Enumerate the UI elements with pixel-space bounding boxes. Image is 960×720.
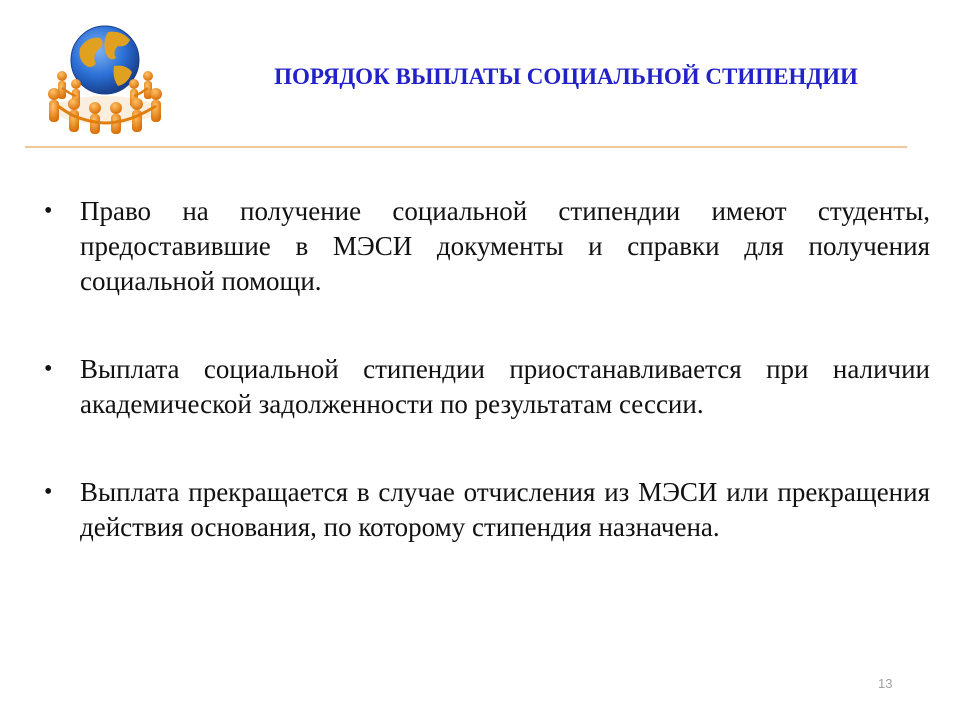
bullet-item [44, 352, 930, 422]
globe-people-logo-icon [40, 18, 170, 136]
title-divider [25, 146, 907, 148]
bullet-dot-icon: • [44, 479, 53, 505]
bullet-text: Право на получение социальной стипендии имеют студенты, предоставившие в МЭСИ документы и справки для получения социальной помощи. [80, 196, 930, 296]
slide-title: ПОРЯДОК ВЫПЛАТЫ СОЦИАЛЬНОЙ СТИПЕНДИИ [274, 64, 858, 89]
bullet-text: Выплата прекращается в случае отчисления из МЭСИ или прекращения действия основания, по которому стипендия назначена. [80, 477, 930, 542]
bullet-list [44, 194, 930, 598]
bullet-dot-icon: • [44, 356, 53, 382]
bullet-item [44, 194, 930, 299]
bullet-text: Выплата социальной стипендии приостанавливается при наличии академической задолженности по результатам сессии. [80, 354, 930, 419]
bullet-dot-icon: • [44, 198, 53, 224]
page-number: 13 [878, 676, 893, 691]
bullet-item [44, 475, 930, 545]
